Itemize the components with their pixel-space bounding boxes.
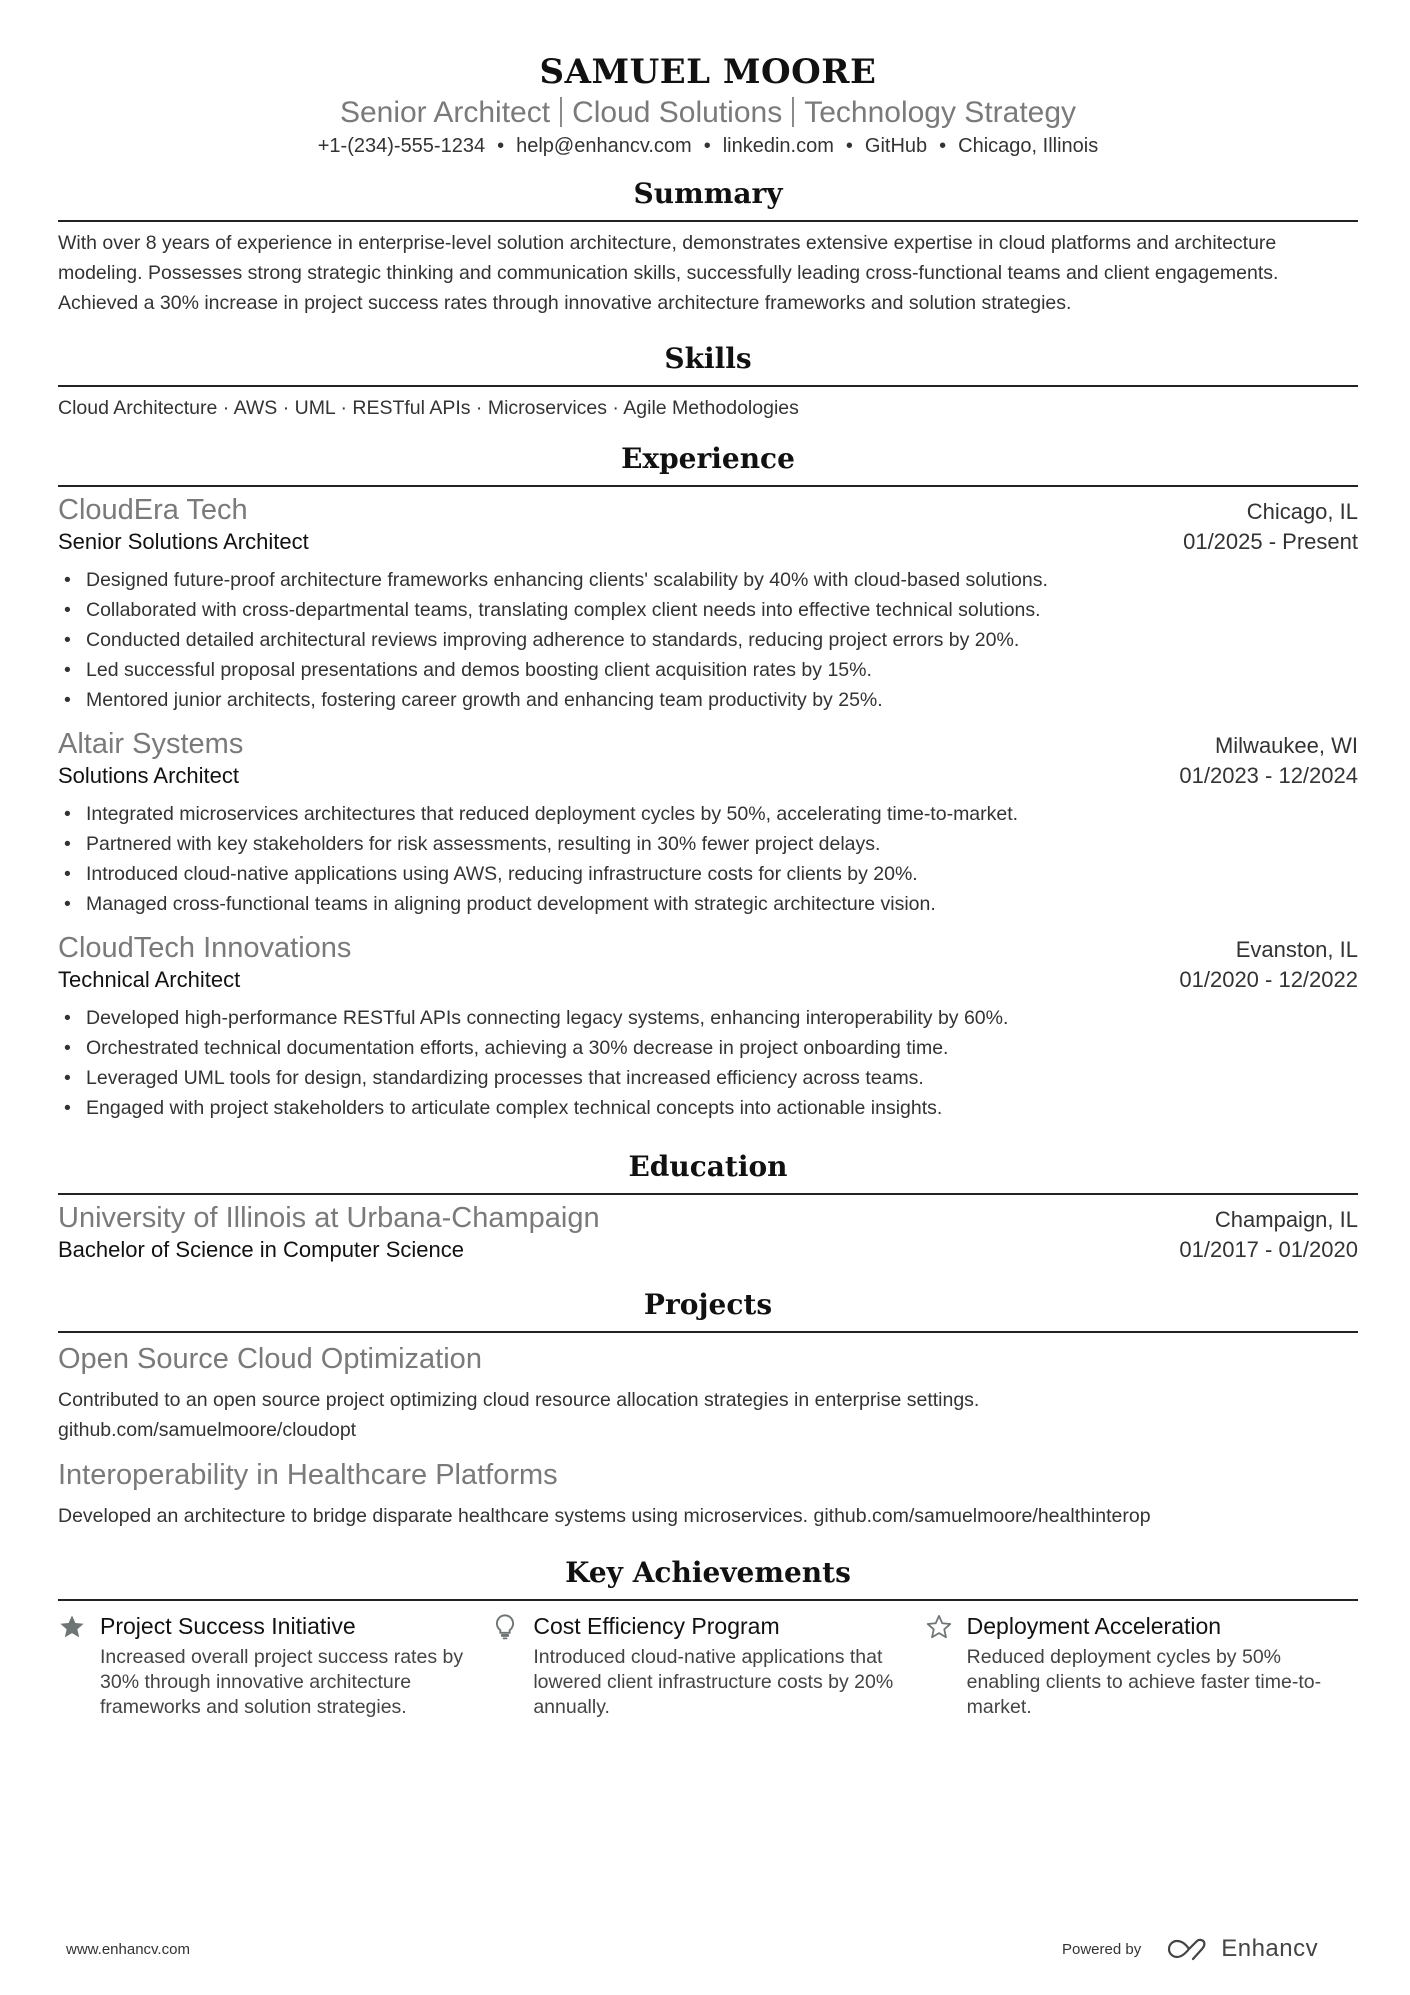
section-heading: Summary [633,177,783,210]
section-heading: Key Achievements [565,1556,851,1589]
project-description [58,1385,1358,1445]
bullet-item: • Developed high-performance RESTful APIs connecting legacy systems, enhancing interoperability by 60%. [58,1003,1358,1033]
job-dates: 01/2025 - Present [1183,529,1358,554]
achievement-item [925,1611,1358,1720]
achievement-title: Project Success Initiative [100,1613,356,1639]
project-title: Open Source Cloud Optimization [58,1343,482,1375]
achievement-item [58,1611,491,1720]
project-title: Interoperability in Healthcare Platforms [58,1459,558,1491]
footer-website[interactable]: www.enhancv.com [66,1941,190,1958]
headline-title: Senior Architect [339,96,551,129]
project-link[interactable]: github.com/samuelmoore/cloudopt [58,1419,357,1441]
job-location: Evanston, IL [1235,937,1358,962]
divider [58,385,1358,387]
bullet-separator: • [703,135,711,157]
experience-section [58,441,1358,1123]
summary-text: With over 8 years of experience in enterprise-level solution architecture, demonstrates extensive expertise in cloud platforms and architecture modeling. Possesses strong strategic thinking and communication skills, successfully leading cross-functional teams and client engagements. Achieved a 30% increase in project success rates through innovative architecture frameworks and solution strategies. [58,232,1279,314]
candidate-name: SAMUEL MOORE [539,52,877,92]
achievements-section [58,1555,1358,1720]
skills-list: Cloud Architecture · AWS · UML · RESTful APIs · Microservices · Agile Methodologies [58,397,799,419]
bullet-separator: • [497,135,505,157]
job-entry [58,493,1358,715]
headline-titles [58,94,1358,132]
resume-page [58,0,1358,1720]
section-heading: Experience [621,442,795,475]
projects-section [58,1287,1358,1531]
enhancv-brand: Enhancv [1221,1935,1319,1962]
bullet-item: • Integrated microservices architectures that reduced deployment cycles by 50%, accelerating time-to-market. [58,799,1358,829]
location: Chicago, Illinois [958,135,1099,157]
job-bullets [58,799,1358,919]
lightbulb-icon [491,1611,533,1720]
divider [58,220,1358,222]
achievements-list [58,1611,1358,1720]
bullet-item: • Led successful proposal presentations and demos boosting client acquisition rates by 15%. [58,655,1358,685]
bullet-item: • Collaborated with cross-departmental teams, translating complex client needs into effective technical solutions. [58,595,1358,625]
project-entry [58,1341,1358,1445]
star-filled-icon [58,1611,100,1720]
section-heading: Skills [664,342,752,375]
enhancv-logo-icon [1167,1936,1215,1962]
bullet-item: • Leveraged UML tools for design, standardizing processes that increased efficiency across teams. [58,1063,1358,1093]
bullet-item: • Conducted detailed architectural reviews improving adherence to standards, reducing project errors by 20%. [58,625,1358,655]
bullet-item: • Engaged with project stakeholders to articulate complex technical concepts into actionable insights. [58,1093,1358,1123]
bullet-item: • Designed future-proof architecture frameworks enhancing clients' scalability by 40% with cloud-based solutions. [58,565,1358,595]
school-name: University of Illinois at Urbana-Champaign [58,1202,600,1234]
job-entry [58,727,1358,919]
github-link[interactable]: GitHub [864,135,928,157]
linkedin-link[interactable]: linkedin.com [722,135,834,157]
email-link[interactable]: help@enhancv.com [516,135,692,157]
achievement-title: Deployment Acceleration [966,1613,1222,1639]
divider [58,1331,1358,1333]
school-location: Champaign, IL [1214,1207,1358,1232]
company-name: CloudTech Innovations [58,932,352,964]
bullet-item: • Introduced cloud-native applications using AWS, reducing infrastructure costs for clients by 20%. [58,859,1358,889]
bullet-separator: • [939,135,947,157]
headline-title: Technology Strategy [804,96,1077,129]
job-bullets [58,565,1358,715]
bullet-item: • Managed cross-functional teams in aligning product development with strategic architecture vision. [58,889,1358,919]
separator [792,97,794,127]
education-dates: 01/2017 - 01/2020 [1179,1237,1358,1262]
bullet-item: • Mentored junior architects, fostering career growth and enhancing team productivity by 25%. [58,685,1358,715]
project-description-text: Developed an architecture to bridge disparate healthcare systems using microservices. [58,1505,809,1527]
star-outline-icon [925,1611,967,1720]
separator [560,97,562,127]
degree: Bachelor of Science in Computer Science [58,1237,464,1262]
section-heading: Education [628,1150,788,1183]
company-name: Altair Systems [58,728,244,760]
achievement-item [491,1611,924,1720]
company-name: CloudEra Tech [58,494,248,526]
project-link[interactable]: github.com/samuelmoore/healthinterop [813,1505,1151,1527]
education-section [58,1149,1358,1265]
contact-info [58,132,1358,160]
bullet-item: • Orchestrated technical documentation efforts, achieving a 30% decrease in project onboarding time. [58,1033,1358,1063]
bullet-separator: • [845,135,853,157]
job-entry [58,931,1358,1123]
divider [58,485,1358,487]
job-bullets [58,1003,1358,1123]
project-description [58,1501,1358,1531]
resume-header [58,0,1358,160]
summary-section [58,176,1358,318]
job-location: Chicago, IL [1246,499,1358,524]
phone: +1-(234)-555-1234 [317,135,486,157]
bullet-item: • Partnered with key stakeholders for risk assessments, resulting in 30% fewer project delays. [58,829,1358,859]
job-role: Solutions Architect [58,763,239,788]
job-dates: 01/2020 - 12/2022 [1179,967,1358,992]
skills-section [58,341,1358,423]
achievement-description: Increased overall project success rates by 30% through innovative architecture frameworks and solution strategies. [100,1646,464,1718]
headline-title: Cloud Solutions [572,96,783,129]
job-role: Technical Architect [58,967,241,992]
divider [58,1193,1358,1195]
job-role: Senior Solutions Architect [58,529,309,554]
achievement-description: Introduced cloud-native applications that lowered client infrastructure costs by 20% annually. [533,1646,894,1718]
divider [58,1599,1358,1601]
job-location: Milwaukee, WI [1214,733,1358,758]
job-dates: 01/2023 - 12/2024 [1179,763,1358,788]
section-heading: Projects [643,1288,773,1321]
footer-powered-by [1062,1935,1318,1963]
powered-by-label: Powered by [1062,1940,1142,1958]
achievement-title: Cost Efficiency Program [533,1613,780,1639]
project-description-text: Contributed to an open source project optimizing cloud resource allocation strategies in enterprise settings. [58,1389,980,1411]
achievement-description: Reduced deployment cycles by 50% enabling clients to achieve faster time-to-market. [966,1646,1322,1718]
project-entry [58,1457,1358,1531]
